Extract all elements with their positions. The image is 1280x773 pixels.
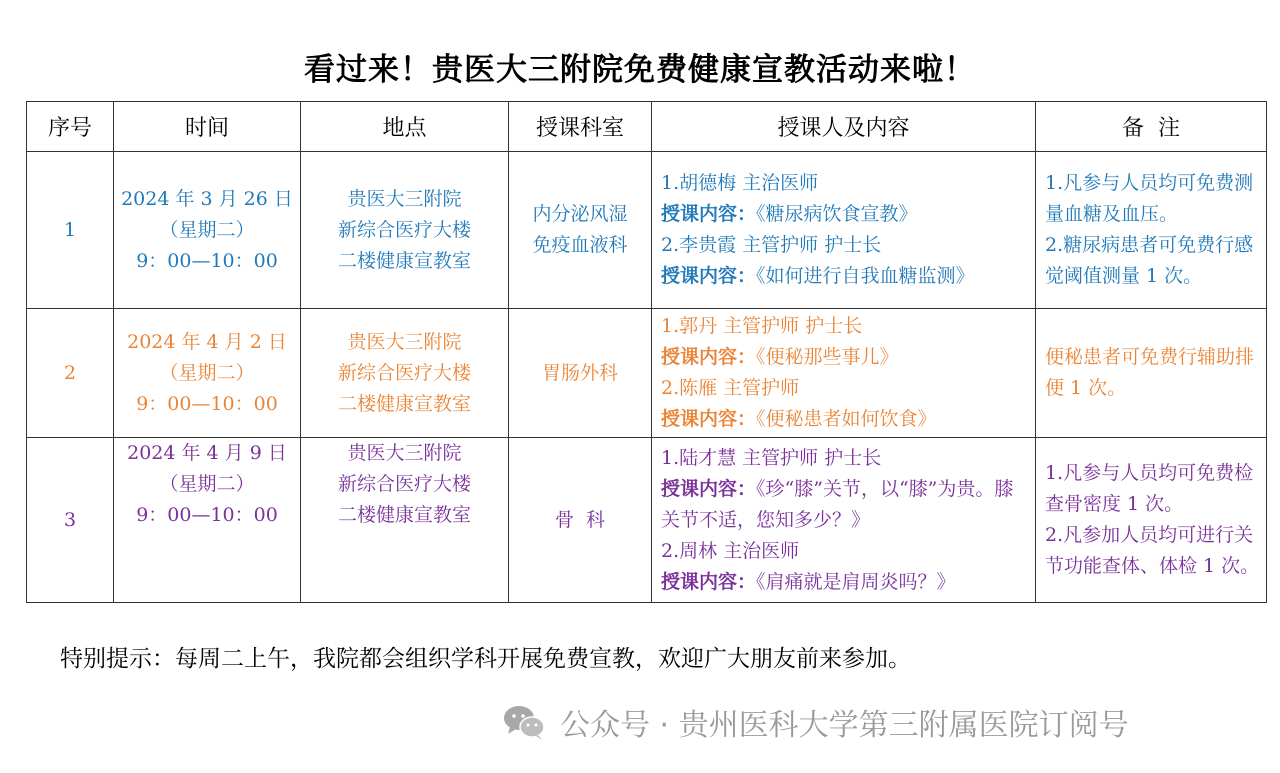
topic-label: 授课内容： [661,346,757,368]
table-row [27,152,1267,309]
place-line: 新综合医疗大楼 [337,361,471,384]
remark-item: 2.糖尿病患者可免费行感觉阈值测量 1 次。 [1045,234,1254,287]
header-no: 序号 [27,102,114,152]
row-remark [1036,152,1267,309]
row-number: 1 [27,152,114,309]
teacher: 1.胡德梅 主治医师 [661,172,819,194]
table-header-row [27,102,1267,152]
row-dept [509,152,652,309]
remark-item: 1.凡参与人员均可免费检查骨密度 1 次。 [1045,462,1254,515]
teacher: 1.郭丹 主管护师 护士长 [661,315,863,337]
teacher: 2.陈雁 主管护师 [661,377,800,399]
remark-item: 1.凡参与人员均可免费测量血糖及血压。 [1045,172,1254,225]
row-dept [509,438,652,603]
time-hours: 9：00—10：00 [136,392,278,415]
place-line: 新综合医疗大楼 [337,473,471,495]
topic-label: 授课内容： [661,265,757,287]
place-line: 贵医大三附院 [347,442,462,464]
row-content [652,152,1036,309]
topic-title: 《珍“膝”关节，以“膝”为贵。膝关节不适，您知多少？》 [661,477,1014,531]
row-time [114,152,301,309]
dept-line: 免疫血液科 [532,234,628,256]
time-date: 2024 年 4 月 9 日 [127,442,287,464]
row-number: 3 [27,438,114,603]
row-place [301,309,509,438]
place-line: 二楼健康宣教室 [337,249,471,272]
topic-title: 《便秘那些事儿》 [756,346,899,368]
time-weekday: （星期二） [159,361,255,384]
lecture-topic [661,342,1029,373]
time-weekday: （星期二） [159,473,255,495]
page-title: 看过来！贵医大三附院免费健康宣教活动来啦！ [304,52,976,88]
header-place: 地点 [301,102,509,152]
topic-title: 《如何进行自我血糖监测》 [756,265,975,287]
lecture-topic [661,199,1029,230]
topic-label: 授课内容： [661,203,757,225]
place-line: 新综合医疗大楼 [337,218,471,241]
schedule-table [26,101,1267,603]
special-note: 特别提示：每周二上午，我院都会组织学科开展免费宣教，欢迎广大朋友前来参加。 [60,646,911,672]
time-date: 2024 年 3 月 26 日 [121,187,293,210]
row-dept [509,309,652,438]
row-time [114,438,301,603]
header-dept: 授课科室 [509,102,652,152]
header-remark: 备 注 [1036,102,1267,152]
header-time: 时间 [114,102,301,152]
place-line: 二楼健康宣教室 [337,392,471,415]
wechat-icon [500,702,548,742]
row-remark [1036,309,1267,438]
time-hours: 9：00—10：00 [136,504,278,526]
topic-label: 授课内容： [661,570,757,593]
topic-title: 《肩痛就是肩周炎吗？》 [756,570,956,593]
place-line: 贵医大三附院 [347,330,462,353]
lecture-topic [661,474,1029,536]
time-hours: 9：00—10：00 [136,249,278,272]
table-row [27,438,1267,603]
row-time [114,309,301,438]
row-content [652,438,1036,603]
place-line: 二楼健康宣教室 [337,504,471,526]
watermark-text: 公众号 · 贵州医科大学第三附属医院订阅号 [560,708,1129,743]
lecture-topic [661,567,1029,598]
lecture-topic [661,404,1029,435]
row-content [652,309,1036,438]
watermark [500,700,1129,744]
header-content: 授课人及内容 [652,102,1036,152]
remark-item: 2.凡参加人员均可进行关节功能查体、体检 1 次。 [1045,524,1260,577]
topic-title: 《糖尿病饮食宣教》 [756,203,918,225]
row-number: 2 [27,309,114,438]
remark-item: 便秘患者可免费行辅助排便 1 次。 [1045,346,1255,399]
row-remark [1036,438,1267,603]
topic-label: 授课内容： [661,477,757,500]
place-line: 贵医大三附院 [347,187,462,210]
row-place [301,438,509,603]
teacher: 1.陆才慧 主管护师 护士长 [661,446,882,469]
time-date: 2024 年 4 月 2 日 [127,330,287,353]
table-row [27,309,1267,438]
dept-line: 胃肠外科 [541,361,618,384]
teacher: 2.李贵霞 主管护师 护士长 [661,234,882,256]
teacher: 2.周林 主治医师 [661,539,800,562]
lecture-topic [661,261,1029,292]
row-place [301,152,509,309]
time-weekday: （星期二） [159,218,255,241]
topic-label: 授课内容： [661,408,757,430]
dept-line: 内分泌风湿 [532,203,628,225]
topic-title: 《便秘患者如何饮食》 [756,408,937,430]
dept-line: 骨 科 [554,508,606,531]
